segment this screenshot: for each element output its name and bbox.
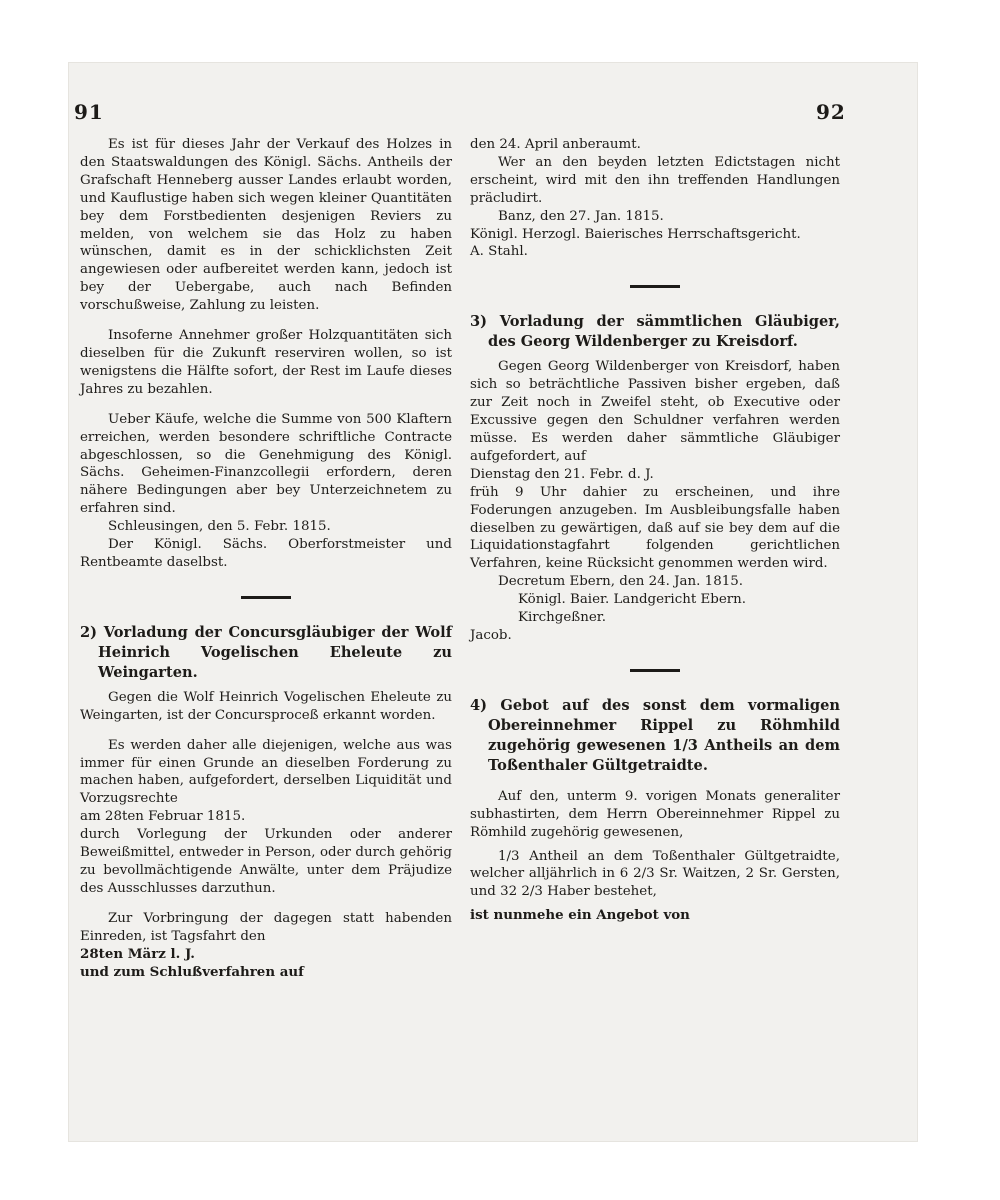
- signer-name: A. Stahl.: [470, 244, 528, 260]
- hearing-paragraph: Zur Vorbringung der dagegen statt habenden Einreden, ist Tagsfahrt den: [80, 910, 452, 944]
- section-heading-4: 4) Gebot auf des sonst dem vormaligen Obereinnehmer Rippel zu Röhmhild zugehörig gewesenen 1/3 Antheils an dem Toßenthaler Gültgetraidte.: [470, 696, 840, 774]
- decree-line: Decretum Ebern, den 24. Jan. 1815.: [498, 574, 744, 590]
- contract-paragraph: Ueber Käufe, welche die Summe von 500 Klaftern erreichen, werden besondere schriftliche Contracte abgeschlossen, so die Genehmigung des Königl. Sächs. Geheimen-Finanzcollegii erfordern, deren nähere Bedingungen aber bey Unterzeichnetem zu erfahren sind.: [80, 411, 452, 517]
- continuation-line: den 24. April anberaumt.: [470, 137, 641, 152]
- right-column: [470, 136, 840, 925]
- date-line: am 28ten Februar 1815.: [80, 809, 246, 825]
- signer-name-2: Kirchgeßner.: [518, 610, 606, 626]
- signature: Der Königl. Sächs. Oberforstmeister und Rentbeamte daselbst.: [80, 537, 452, 570]
- wood-sale-paragraph: Es ist für dieses Jahr der Verkauf des Holzes in den Staatswaldungen des Königl. Sächs. Antheils der Grafschaft Henneberg ausser Landes erlaubt worden, und Kauflustige haben sich wegen kleiner Quantitäten bey dem Forstbedienten desjenigen Reviers zu melden, von welchem sie das Holz zu haben wünschen, damit es in der schicklichsten Zeit angewiesen oder aufbereitet werden kann, jedoch ist bey der Uebergabe, auch nach Befinden vorschußweise, Zahlung zu leisten.: [80, 137, 452, 314]
- share-paragraph: 1/3 Antheil an dem Toßenthaler Gültgetraidte, welcher alljährlich in 6 2/3 Sr. Waitzen, 2 Sr. Gersten, und 32 2/3 Haber bestehet,: [470, 848, 840, 900]
- signer-name-3: Jacob.: [470, 627, 512, 643]
- place-date: Banz, den 27. Jan. 1815.: [498, 208, 664, 224]
- page-number-left: 91: [74, 100, 104, 124]
- section-divider: [630, 285, 680, 288]
- court-name-2: Königl. Baier. Landgericht Ebern.: [518, 592, 747, 608]
- debts-paragraph: Gegen Georg Wildenberger von Kreisdorf, haben sich so beträchtliche Passiven bisher ergeben, daß zur Zeit noch in Zweifel steht, ob Executive oder Excussive gegen den Schuldner verfahren werden müsse. Es werden daher sämmtliche Gläubiger aufgefordert, auf: [470, 359, 840, 464]
- section-divider: [630, 669, 680, 672]
- edict-paragraph: Wer an den beyden letzten Edictstagen nicht erscheint, wird mit den ihn treffenden Handlungen präcludirt.: [470, 154, 840, 206]
- appearance-paragraph: früh 9 Uhr dahier zu erscheinen, und ihre Foderungen anzugeben. Im Ausbleibungsfalle haben dieselben zu gewärtigen, daß auf sie bey dem auf die Liquidationstagfahrt folgenden gerichtlichen Verfahren, keine Rücksicht genommen werden wird.: [470, 484, 840, 572]
- reserve-paragraph: Insoferne Annehmer großer Holzquantitäten sich dieselben für die Zukunft reserviren wollen, so ist wenigstens die Hälfte sofort, der Rest im Laufe dieses Jahres zu bezahlen.: [80, 328, 452, 397]
- left-column: [80, 136, 452, 981]
- place-date: Schleusingen, den 5. Febr. 1815.: [108, 519, 331, 535]
- auction-paragraph: Auf den, unterm 9. vorigen Monats generaliter subhastirten, dem Herrn Obereinnehmer Rippel zu Römhild zugehörig gewesenen,: [470, 788, 840, 840]
- page-number-right: 92: [816, 100, 846, 124]
- evidence-paragraph: durch Vorlegung der Urkunden oder anderer Beweißmittel, entweder in Person, oder durch gehörig zu bevollmächtigende Anwälte, unter dem Präjudize des Ausschlusses darzuthun.: [80, 827, 452, 896]
- date-line-2: 28ten März l. J.: [80, 945, 195, 962]
- creditors-paragraph: Es werden daher alle diejenigen, welche aus was immer für einen Grunde an dieselben Forderung zu machen haben, aufgefordert, derselben Liquidität und Vorzugsrechte: [80, 737, 452, 807]
- section-heading-3: 3) Vorladung der sämmtlichen Gläubiger, des Georg Wildenberger zu Kreisdorf.: [470, 313, 840, 351]
- section-heading-2: 2) Vorladung der Concursgläubiger der Wolf Heinrich Vogelischen Eheleute zu Weingarten.: [80, 623, 452, 681]
- date-line: Dienstag den 21. Febr. d. J.: [470, 466, 654, 482]
- concurs-paragraph: Gegen die Wolf Heinrich Vogelischen Eheleute zu Weingarten, ist der Concursproceß erkannt worden.: [80, 689, 452, 723]
- offer-line: ist nunmehe ein Angebot von: [470, 907, 690, 924]
- court-name: Königl. Herzogl. Baierisches Herrschaftsgericht.: [470, 226, 801, 242]
- section-divider: [241, 596, 291, 599]
- closing-line: und zum Schlußverfahren auf: [80, 963, 304, 980]
